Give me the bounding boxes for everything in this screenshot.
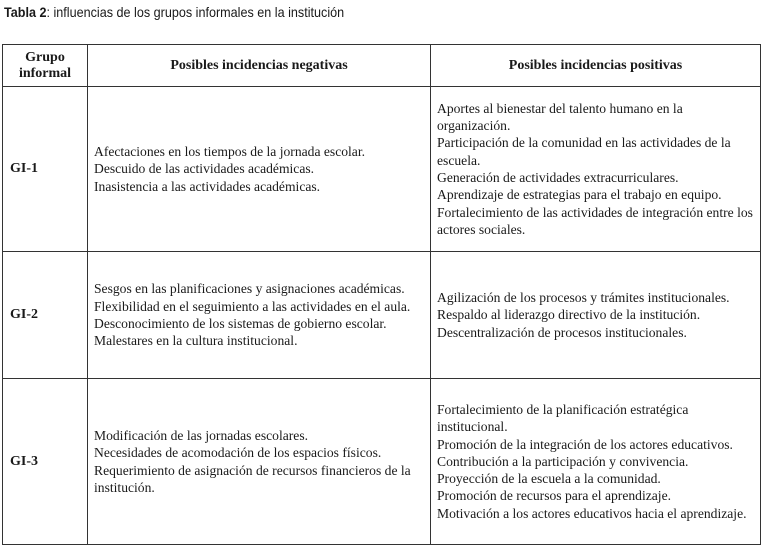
group-id: GI-1 — [3, 87, 88, 252]
list-item: Afectaciones en los tiempos de la jornada escolar. — [94, 144, 366, 160]
list-item: Motivación a los actores educativos hacia el aprendizaje. — [437, 505, 747, 521]
table-caption — [4, 4, 344, 20]
list-item: Modificación de las jornadas escolares. — [94, 427, 309, 443]
list-item: Promoción de recursos para el aprendizaje. — [437, 488, 672, 504]
list-item: Participación de la comunidad en las actividades de la escuela. — [437, 135, 731, 168]
list-item: Descentralización de procesos institucionales. — [437, 324, 687, 340]
negative-list — [88, 87, 431, 252]
list-item: Fortalecimiento de la planificación estratégica institucional. — [437, 401, 689, 435]
list-item: Promoción de la integración de los actores educativos. — [437, 436, 733, 452]
table-row — [3, 87, 761, 252]
list-item: Fortalecimiento de las actividades de integración entre los actores sociales. — [437, 204, 753, 237]
list-item: Inasistencia a las actividades académicas. — [94, 178, 321, 194]
positive-list — [431, 252, 761, 379]
list-item: Generación de actividades extracurriculares. — [437, 170, 679, 185]
list-item: Agilización de los procesos y trámites institucionales. — [437, 290, 730, 306]
list-item: Aprendizaje de estrategias para el trabajo en equipo. — [437, 187, 722, 203]
header-negative: Posibles incidencias negativas — [88, 45, 431, 87]
list-item: Flexibilidad en el seguimiento a las actividades en el aula. — [94, 298, 411, 314]
table-row — [3, 379, 761, 545]
caption-label: Tabla 2 — [4, 4, 47, 20]
list-item: Malestares en la cultura institucional. — [94, 333, 298, 349]
table-row — [3, 252, 761, 379]
header-row — [3, 45, 761, 87]
group-id: GI-2 — [3, 252, 88, 379]
list-item: Descuido de las actividades académicas. — [94, 161, 315, 177]
list-item: Necesidades de acomodación de los espacios físicos. — [94, 445, 382, 461]
list-item: Contribución a la participación y convivencia. — [437, 453, 689, 469]
positive-list — [431, 87, 761, 252]
header-positive: Posibles incidencias positivas — [431, 45, 761, 87]
list-item: Requerimiento de asignación de recursos financieros de la institución. — [94, 462, 411, 495]
negative-list — [88, 252, 431, 379]
list-item: Desconocimiento de los sistemas de gobierno escolar. — [94, 316, 387, 331]
list-item: Respaldo al liderazgo directivo de la institución. — [437, 307, 701, 323]
list-item: Aportes al bienestar del talento humano en la organización. — [437, 100, 683, 134]
group-id: GI-3 — [3, 379, 88, 545]
positive-list — [431, 379, 761, 545]
header-group: Grupo informal — [3, 45, 88, 87]
negative-list — [88, 379, 431, 545]
list-item: Proyección de la escuela a la comunidad. — [437, 471, 661, 487]
influences-table — [2, 44, 761, 545]
caption-text: : influencias de los grupos informales en la institución — [46, 4, 345, 20]
list-item: Sesgos en las planificaciones y asignaciones académicas. — [94, 281, 405, 297]
